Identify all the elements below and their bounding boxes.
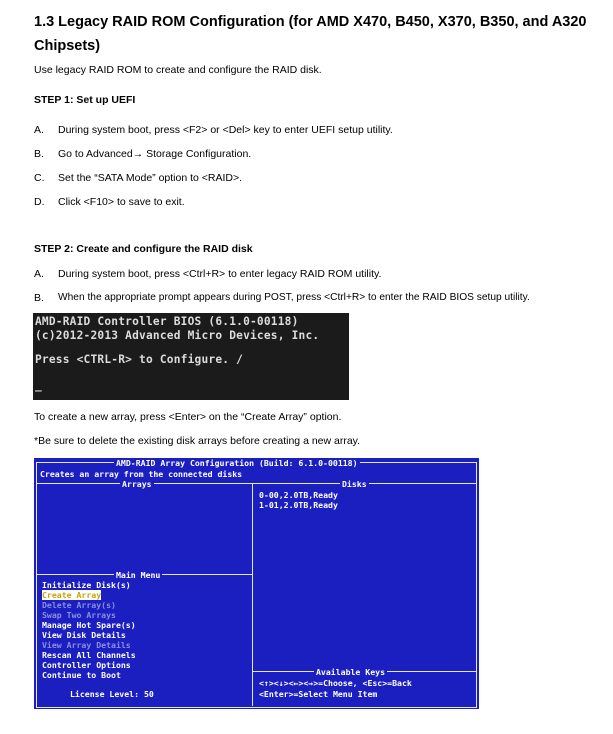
bios-menu-manage-hot-spares[interactable]: Manage Hot Spare(s) — [42, 620, 136, 630]
step1-item-a-letter: A. — [34, 124, 44, 136]
bios-menu-rescan-all-channels[interactable]: Rescan All Channels — [42, 650, 136, 660]
post-screen-screenshot — [33, 313, 349, 400]
post-line-prompt: Press <CTRL-R> to Configure. / — [35, 353, 244, 366]
bios-menu-swap-two-arrays[interactable]: Swap Two Arrays — [42, 610, 116, 620]
bios-menu-continue-to-boot[interactable]: Continue to Boot — [42, 670, 121, 680]
section-heading-line2: Chipsets) — [34, 38, 101, 54]
section-heading-line1: 1.3 Legacy RAID ROM Configuration (for AMD X470, B450, X370, B350, and A320 — [34, 14, 587, 30]
step1-item-c-letter: C. — [34, 172, 45, 184]
step2-item-b-text: When the appropriate prompt appears during POST, press <Ctrl+R> to enter the RAID BIOS setup utility. — [58, 292, 530, 303]
step1-item-c-text: Set the “SATA Mode” option to <RAID>. — [58, 172, 243, 184]
step2-item-b-letter: B. — [34, 292, 44, 304]
step1-item-a-text: During system boot, press <F2> or <Del> key to enter UEFI setup utility. — [58, 124, 393, 136]
bios-header-divider — [36, 483, 476, 484]
bios-menu-initialize-disks[interactable]: Initialize Disk(s) — [42, 580, 131, 590]
bios-menu-create-array[interactable]: Create Array — [42, 590, 102, 600]
bios-menu-view-disk-details[interactable]: View Disk Details — [42, 630, 126, 640]
bios-main-menu-label: Main Menu — [116, 570, 161, 580]
bios-license-level: License Level: 50 — [70, 689, 154, 699]
bios-menu-view-array-details[interactable]: View Array Details — [42, 640, 131, 650]
create-array-instruction: To create a new array, press <Enter> on the “Create Array” option. — [34, 411, 342, 423]
bios-available-keys-label: Available Keys — [316, 667, 386, 677]
bios-menu-controller-options[interactable]: Controller Options — [42, 660, 131, 670]
post-line-copyright: (c)2012-2013 Advanced Micro Devices, Inc. — [35, 329, 320, 342]
step2-item-a-text: During system boot, press <Ctrl+R> to enter legacy RAID ROM utility. — [58, 268, 382, 280]
bios-column-divider — [252, 483, 253, 706]
bios-disk-1: 1-01,2.0TB,Ready — [259, 500, 338, 510]
bios-disk-0: 0-00,2.0TB,Ready — [259, 490, 338, 500]
step1-item-d-text: Click <F10> to save to exit. — [58, 196, 185, 208]
bios-subtitle: Creates an array from the connected disks — [40, 469, 243, 479]
step1-item-b-letter: B. — [34, 148, 44, 160]
delete-arrays-note: *Be sure to delete the existing disk arrays before creating a new array. — [34, 435, 361, 447]
post-cursor: _ — [35, 379, 42, 392]
post-line-controller: AMD-RAID Controller BIOS (6.1.0-00118) — [35, 315, 299, 328]
bios-title: AMD-RAID Array Configuration (Build: 6.1.0-00118) — [116, 458, 358, 468]
bios-arrays-label: Arrays — [122, 479, 152, 489]
step1-item-d-letter: D. — [34, 196, 45, 208]
step2-item-a-letter: A. — [34, 268, 44, 280]
step1-title: STEP 1: Set up UEFI — [34, 94, 136, 106]
step1-item-b-text: Go to Advanced→ Storage Configuration. — [58, 148, 252, 160]
intro-text: Use legacy RAID ROM to create and configure the RAID disk. — [34, 64, 322, 76]
bios-disks-label: Disks — [342, 479, 367, 489]
bios-menu-delete-arrays[interactable]: Delete Array(s) — [42, 600, 116, 610]
raid-bios-screenshot — [34, 458, 479, 709]
bios-keys-select: <Enter>=Select Menu Item — [259, 689, 378, 699]
step2-title: STEP 2: Create and configure the RAID disk — [34, 243, 253, 255]
bios-keys-navigation: <↑><↓><←><→>=Choose, <Esc>=Back — [259, 678, 412, 688]
